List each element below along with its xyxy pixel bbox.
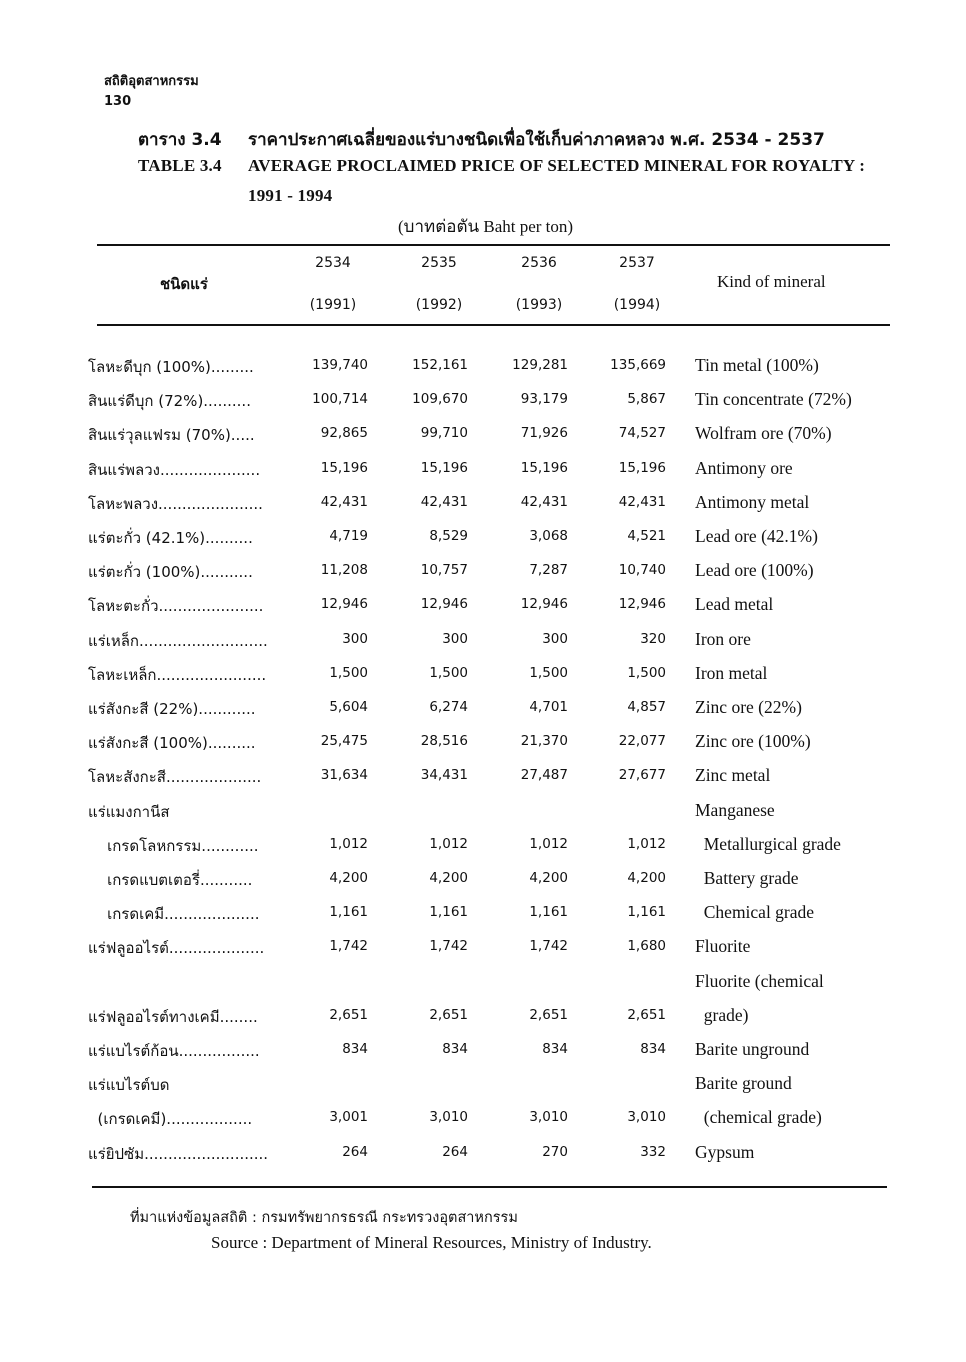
price-cell-4: 1,161 [627,904,666,921]
table-row [0,663,966,697]
price-cell-4: 22,077 [618,733,666,750]
price-cell-1: 264 [342,1143,368,1160]
mineral-name-en: Lead metal [695,594,774,615]
title-th: ราคาประกาศเฉลี่ยของแร่บางชนิดเพื่อใช้เก็บค่าภาคหลวง พ.ศ. 2534 - 2537 [248,130,825,150]
price-cell-2: 1,012 [429,835,468,852]
price-cell-1: 15,196 [320,459,368,476]
price-cell-3: 1,012 [529,835,568,852]
table-row [0,1142,966,1176]
title-en-years: 1991 - 1994 [248,186,333,205]
mineral-name-th: โลหะดีบุก (100%)......... [88,358,254,376]
price-cell-2: 264 [442,1143,468,1160]
price-cell-2: 34,431 [420,767,468,784]
table-row [0,1073,966,1107]
mineral-name-en: Lead ore (100%) [695,560,814,581]
price-cell-4: 1,680 [627,938,666,955]
mineral-name-en: Fluorite (chemical [695,970,824,991]
price-cell-3: 4,200 [529,870,568,886]
table-row [0,800,966,834]
price-cell-3: 4,701 [529,699,568,715]
price-cell-4: 27,677 [618,767,666,784]
mineral-name-en: Iron ore [695,628,751,649]
table-row [0,765,966,799]
year-be-2536: 2536 [521,255,557,271]
price-cell-2: 10,757 [420,562,468,579]
mineral-name-en: (chemical grade) [695,1107,822,1128]
price-cell-4: 15,196 [618,459,666,476]
table-row [0,1039,966,1073]
mineral-name-th: โลหะตะกั่ว...................... [88,597,264,616]
mineral-name-th: สินแร่วุลแฟรม (70%)..... [88,426,255,445]
price-cell-4: 135,669 [610,357,666,373]
table-row [0,1107,966,1141]
mineral-name-en: Tin metal (100%) [695,355,819,375]
mineral-name-th: เกรดแบตเตอรี่........... [88,871,253,889]
page-number: 130 [104,94,132,109]
price-cell-1: 5,604 [329,699,368,715]
price-cell-1: 1,742 [329,938,368,955]
price-cell-4: 42,431 [618,493,666,510]
price-cell-3: 7,287 [529,562,568,579]
price-cell-4: 5,867 [627,391,666,408]
mineral-name-en: Zinc metal [695,765,771,786]
price-cell-1: 11,208 [320,562,368,579]
table-bottom-rule [92,1186,887,1188]
mineral-name-th: โลหะพลวง...................... [88,494,263,513]
year-ce-1991: (1991) [309,297,357,313]
price-cell-4: 1,012 [627,835,666,852]
table-row [0,355,966,389]
title-en-label: TABLE 3.4 [138,156,222,175]
price-cell-1: 1,500 [329,664,368,681]
table-row [0,526,966,560]
price-cell-1: 834 [342,1041,368,1057]
price-cell-4: 332 [640,1143,666,1160]
table-row [0,458,966,492]
price-cell-4: 74,527 [618,425,666,442]
price-cell-2: 4,200 [429,870,468,886]
price-cell-3: 2,651 [529,1006,568,1023]
price-cell-3: 1,742 [529,938,568,955]
price-cell-4: 1,500 [627,664,666,681]
mineral-name-en: Zinc ore (100%) [695,731,811,752]
table-row [0,629,966,663]
source-en: Source : Department of Mineral Resources, Ministry of Industry. [211,1233,652,1252]
mineral-name-en: Fluorite [695,936,751,957]
mineral-name-th: แร่ตะกั่ว (42.1%).......... [88,529,253,547]
mineral-name-en: Barite unground [695,1039,810,1059]
mineral-name-en: Zinc ore (22%) [695,697,802,717]
table-row [0,902,966,936]
price-cell-1: 2,651 [329,1006,368,1023]
price-cell-1: 300 [342,630,368,647]
table-row [0,868,966,902]
price-cell-2: 1,500 [429,664,468,681]
price-cell-3: 3,010 [529,1109,568,1126]
price-cell-1: 100,714 [312,391,368,408]
mineral-name-th: แร่แมงกานีส [88,802,170,821]
price-cell-2: 28,516 [420,733,468,750]
mineral-name-th: โลหะสังกะสี.................... [88,768,262,787]
mineral-name-th: แร่แบไรต์บด [88,1076,170,1095]
price-cell-3: 93,179 [520,391,568,408]
price-cell-1: 31,634 [320,767,368,784]
title-th-label: ตาราง 3.4 [138,130,222,150]
year-ce-1993: (1993) [515,297,563,313]
table-row [0,1005,966,1039]
price-cell-3: 129,281 [512,357,568,373]
price-cell-3: 300 [542,630,568,647]
mineral-name-en: Tin concentrate (72%) [695,389,852,410]
price-cell-3: 27,487 [520,767,568,784]
mineral-name-en: Battery grade [695,868,799,888]
price-cell-1: 1,161 [329,904,368,921]
price-cell-3: 42,431 [520,493,568,510]
mineral-name-th: แร่ฟลูออไรต์ทางเคมี........ [88,1007,258,1026]
year-ce-1994: (1994) [613,297,661,313]
price-cell-2: 834 [442,1041,468,1057]
price-cell-1: 42,431 [320,493,368,510]
table-header-rule [97,324,890,326]
table-row [0,560,966,594]
price-cell-2: 1,161 [429,904,468,921]
mineral-name-th: แร่แบไรต์ก้อน................. [88,1042,260,1060]
price-cell-2: 42,431 [420,493,468,510]
mineral-name-th: โลหะเหล็ก....................... [88,665,267,684]
mineral-en-header: Kind of mineral [717,272,826,291]
price-cell-2: 12,946 [420,596,468,613]
mineral-name-th: แร่ยิปซัม.......................... [88,1144,269,1163]
price-cell-4: 4,857 [627,699,666,715]
table-row [0,594,966,628]
source-th: ที่มาแห่งข้อมูลสถิติ : กรมทรัพยากรธรณี กระทรวงอุตสาหกรรม [130,1210,518,1226]
mineral-name-en: Wolfram ore (70%) [695,423,832,444]
table-row [0,423,966,457]
running-header: สถิติอุตสาหกรรม [104,74,199,89]
price-cell-2: 109,670 [412,391,468,408]
price-cell-1: 12,946 [320,596,368,613]
mineral-name-en: Gypsum [695,1141,755,1162]
price-cell-2: 2,651 [429,1006,468,1023]
price-cell-1: 92,865 [320,425,368,442]
price-cell-4: 3,010 [627,1109,666,1126]
table-row [0,834,966,868]
price-cell-1: 1,012 [329,835,368,852]
price-cell-1: 4,719 [329,528,368,544]
unit-label: (บาทต่อตัน Baht per ton) [398,217,574,236]
year-ce-1992: (1992) [415,297,463,313]
mineral-th-header: ชนิดแร่ [160,275,208,293]
table-row [0,492,966,526]
price-cell-2: 99,710 [420,425,468,442]
mineral-name-th: แร่สังกะสี (22%)............ [88,700,256,718]
table-row [0,697,966,731]
price-cell-3: 15,196 [520,459,568,476]
mineral-name-en: grade) [695,1004,749,1025]
year-be-2534: 2534 [315,255,351,271]
price-cell-1: 139,740 [312,357,368,373]
price-cell-3: 270 [542,1143,568,1160]
price-cell-1: 4,200 [329,870,368,886]
table-top-rule [97,244,890,246]
price-cell-2: 6,274 [429,699,468,715]
price-cell-4: 12,946 [618,596,666,613]
mineral-name-en: Lead ore (42.1%) [695,526,818,546]
mineral-name-th: เกรดเคมี.................... [88,905,260,924]
year-be-2537: 2537 [619,255,655,271]
price-cell-4: 4,200 [627,870,666,886]
price-cell-2: 152,161 [412,357,468,373]
mineral-name-en: Barite ground [695,1073,792,1094]
price-cell-3: 834 [542,1041,568,1057]
table-row [0,936,966,970]
price-cell-4: 10,740 [618,562,666,579]
price-cell-2: 8,529 [429,528,468,544]
price-cell-3: 1,500 [529,664,568,681]
price-cell-3: 3,068 [529,528,568,544]
mineral-name-th: แร่สังกะสี (100%).......... [88,734,256,753]
mineral-name-th: สินแร่พลวง..................... [88,460,261,479]
price-cell-2: 3,010 [429,1109,468,1126]
price-cell-2: 300 [442,630,468,647]
mineral-name-th: (เกรดเคมี).................. [88,1110,253,1129]
mineral-name-en: Chemical grade [695,902,815,923]
mineral-name-en: Manganese [695,799,775,820]
mineral-name-th: แร่ฟลูออไรต์.................... [88,939,265,958]
mineral-name-th: แร่เหล็ก........................... [88,631,268,650]
price-cell-4: 834 [640,1041,666,1057]
price-cell-1: 25,475 [320,733,368,750]
table-row [0,731,966,765]
price-cell-4: 2,651 [627,1006,666,1023]
mineral-name-en: Metallurgical grade [695,833,841,854]
price-cell-2: 1,742 [429,938,468,955]
mineral-name-en: Antimony ore [695,457,793,478]
price-cell-1: 3,001 [329,1109,368,1126]
title-en: AVERAGE PROCLAIMED PRICE OF SELECTED MINERAL FOR ROYALTY : [248,156,866,175]
price-cell-3: 21,370 [520,733,568,750]
price-cell-2: 15,196 [420,459,468,476]
table-row [0,971,966,1005]
price-cell-4: 4,521 [627,528,666,544]
mineral-name-th: สินแร่ดีบุก (72%).......... [88,392,251,411]
mineral-name-en: Iron metal [695,662,768,683]
mineral-name-th: แร่ตะกั่ว (100%)........... [88,563,253,582]
mineral-name-th: เกรดโลหกรรม............ [88,836,259,855]
price-cell-3: 71,926 [520,425,568,442]
year-be-2535: 2535 [421,255,457,271]
price-cell-4: 320 [640,630,666,647]
price-cell-3: 1,161 [529,904,568,921]
table-row [0,389,966,423]
mineral-name-en: Antimony metal [695,491,810,512]
price-cell-3: 12,946 [520,596,568,613]
